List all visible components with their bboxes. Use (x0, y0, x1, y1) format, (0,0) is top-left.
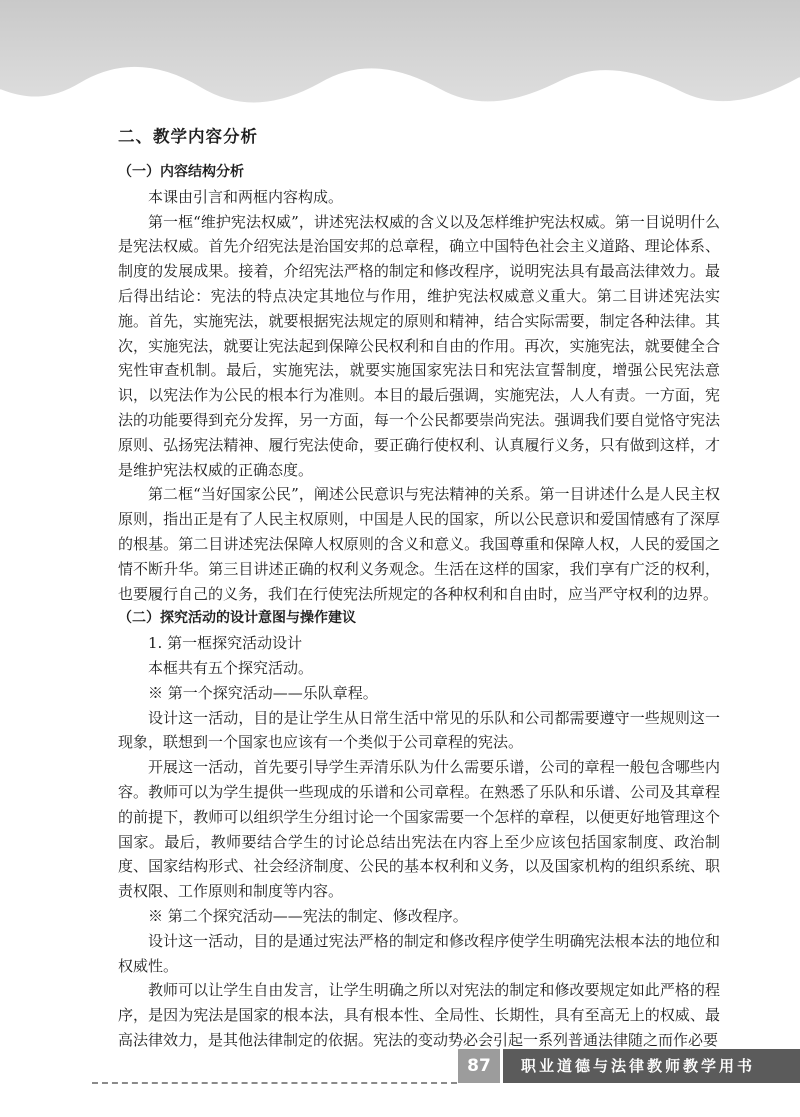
header-wave-band (0, 0, 800, 120)
subsection-heading-structure: （一）内容结构分析 (118, 164, 244, 180)
section-title: 二、教学内容分析 (118, 127, 258, 146)
paragraph: ※ 第二个探究活动——宪法的制定、修改程序。 (148, 906, 468, 925)
paragraph: 教师可以让学生自由发言，让学生明确之所以对宪法的制定和修改要规定如此严格的程序，是因为宪法是国家的根本法，具有根本性、全局性、长期性，具有至高无上的权威、最高法律效力，是其他法律制定的依据。宪法的变动势必会引起一系列普通法律随之而作必要 (118, 981, 720, 1049)
subsection-heading-activities: （二）探究活动的设计意图与操作建议 (118, 610, 356, 627)
paragraph: 设计这一活动，目的是让学生从日常生活中常见的乐队和公司都需要遵守一些规则这一现象，联想到一个国家也应该有一个类似于公司章程的宪法。 (118, 708, 720, 752)
paragraph: 第二框“当好国家公民”，阐述公民意识与宪法精神的关系。第一目讲述什么是人民主权原则，指出正是有了人民主权原则，中国是人民的国家，所以公民意识和爱国情感有了深厚的根基。第二目讲述宪法保障人权原则的含义和意义。我国尊重和保障人权，人民的爱国之情不断升华。第三目讲述正确的权利义务观念。生活在这样的国家，我们享有广泛的权利，也要履行自己的义务，我们在行使宪法所规定的各种权利和自由时，应当严守权利的边界。 (118, 485, 720, 603)
page-content (118, 122, 720, 1053)
paragraph: 第一框“维护宪法权威”，讲述宪法权威的含义以及怎样维护宪法权威。第一目说明什么是宪法权威。首先介绍宪法是治国安邦的总章程，确立中国特色社会主义道路、理论体系、制度的发展成果。接着，介绍宪法严格的制定和修改程序，说明宪法具有最高法律效力。最后得出结论：宪法的特点决定其地位与作用，维护宪法权威意义重大。第二目讲述宪法实施。首先，实施宪法，就要根据宪法规定的原则和精神，结合实际需要，制定各种法律。其次，实施宪法，就要让宪法起到保障公民权利和自由的作用。再次，实施宪法，就要健全合宪性审查机制。最后，实施宪法，就要实施国家宪法日和宪法宣誓制度，增强公民宪法意识，以宪法作为公民的根本行为准则。本目的最后强调，实施宪法，人人有责。一方面，宪法的功能要得到充分发挥，另一方面，每一个公民都要崇尚宪法。强调我们要自觉恪守宪法原则、弘扬宪法精神、履行宪法使命，要正确行使权利、认真履行义务，只有做到这样，才是维护宪法权威的正确态度。 (118, 212, 720, 479)
paragraph: ※ 第一个探究活动——乐队章程。 (148, 683, 378, 702)
book-title: 职业道德与法律教师教学用书 (503, 1049, 800, 1083)
paragraph: 开展这一活动，首先要引导学生弄清乐队为什么需要乐谱，公司的章程一般包含哪些内容。教师可以为学生提供一些现成的乐谱和公司章程。在熟悉了乐队和乐谱、公司及其章程的前提下，教师可以组织学生分组讨论一个国家需要一个怎样的章程，以便更好地管理这个国家。最后，教师要结合学生的讨论总结出宪法在内容上至少应该包括国家制度、政治制度、国家结构形式、社会经济制度、公民的基本权利和义务，以及国家机构的组织系统、职责权限、工作原则和制度等内容。 (118, 758, 720, 901)
paragraph: 本课由引言和两框内容构成。 (148, 187, 344, 206)
paragraph: 1. 第一框探究活动设计 (148, 634, 303, 653)
footer-dashed-rule (92, 1082, 457, 1084)
page-number: 87 (458, 1049, 500, 1083)
paragraph: 本框共有五个探究活动。 (148, 658, 314, 677)
paragraph: 设计这一活动，目的是通过宪法严格的制定和修改程序使学生明确宪法根本法的地位和权威性。 (118, 931, 720, 975)
